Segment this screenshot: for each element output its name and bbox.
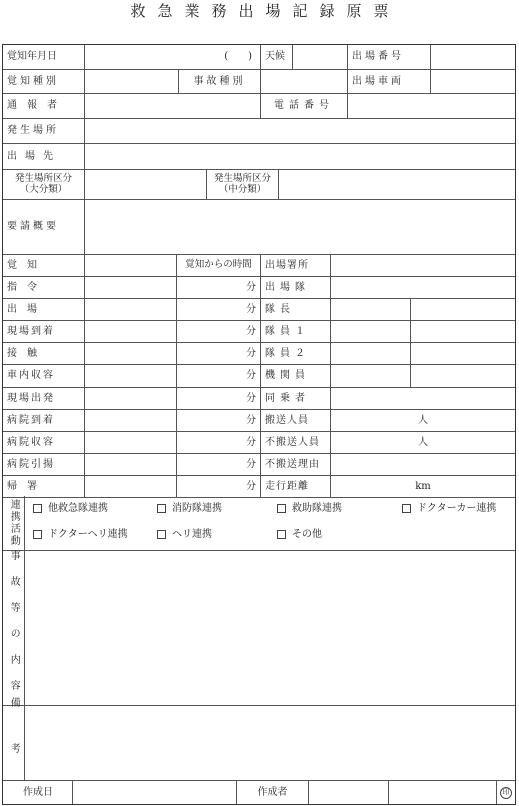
time-row-minutes[interactable]: 分 [177,432,261,454]
time-row-name-field[interactable] [331,321,411,343]
field-shutsujo-no[interactable] [431,45,515,70]
checkbox-label: ドクターカー連携 [417,503,497,514]
time-row-label: 覚知 [3,255,85,277]
label-jiko-naiyo: 事故等の内容 [3,551,25,706]
time-row-clock-field[interactable] [85,277,177,299]
checkbox-label: ヘリ連携 [172,529,212,540]
time-row-label: 車内収容 [3,365,85,388]
time-row-minutes[interactable]: 分 [177,299,261,321]
label-sakuseibi: 作成日 [3,781,73,804]
time-row-extra-field[interactable] [411,343,515,365]
label-jiko-type: 事故種別 [179,70,261,94]
time-row-minutes[interactable]: 分 [177,476,261,498]
checkbox-sonota[interactable] [277,529,322,541]
field-sakuseisha-2[interactable] [389,781,497,804]
time-row-right-label: 隊長 [261,299,331,321]
time-row-right-label: 隊員１ [261,321,331,343]
label-kakuchi-type: 覚知種別 [3,70,85,94]
checkbox-doctor-heli[interactable] [33,529,128,541]
checkbox-heli[interactable] [157,529,212,541]
checkbox-box[interactable] [157,504,166,513]
time-row-right-label: 機関員 [261,365,331,388]
time-row-label: 現場出発 [3,388,85,410]
label-denwa: 電話番号 [261,94,348,119]
time-row-clock-field[interactable] [85,476,177,498]
field-jiko-naiyo[interactable] [25,551,515,706]
time-row-label: 現場到着 [3,321,85,343]
time-row-right-field[interactable] [331,255,515,277]
label-kubun-chu: 発生場所区分 （中分類） [207,170,279,200]
time-row-minutes[interactable]: 分 [177,410,261,432]
label-shutsujo-car: 出場車両 [348,70,431,94]
field-tsuhosha[interactable] [85,94,261,119]
time-row-clock-field[interactable] [85,255,177,277]
time-row-clock-field[interactable] [85,299,177,321]
seal-cell [497,781,515,804]
field-yosei[interactable] [85,200,515,255]
time-row-right-label: 走行距離 [261,476,331,498]
unit-label: 人 [418,436,428,448]
time-row-unit-field[interactable] [331,432,515,454]
time-row-right-label: 搬送人員 [261,410,331,432]
checkbox-doctor-car[interactable] [402,503,496,515]
time-row-clock-field[interactable] [85,454,177,476]
time-row-clock-field[interactable] [85,432,177,454]
renkei-options [25,496,515,551]
time-row-name-field[interactable] [331,365,411,388]
checkbox-label: ドクターヘリ連携 [48,529,128,540]
checkbox-box[interactable] [157,530,166,539]
checkbox-kyujo[interactable] [277,503,342,515]
time-row-minutes[interactable]: 分 [177,321,261,343]
field-biko[interactable] [25,706,515,781]
time-row-right-label: 隊員２ [261,343,331,365]
time-row-minutes[interactable]: 分 [177,454,261,476]
label-renkei: 連携活動 [3,496,25,551]
field-hassei-basho[interactable] [85,119,515,144]
time-row-minutes[interactable]: 分 [177,343,261,365]
time-row-right-label: 不搬送理由 [261,454,331,476]
field-shutsujo-car[interactable] [431,70,515,94]
checkbox-label: 消防隊連携 [172,503,222,514]
record-form [2,44,516,805]
field-shutsujosaki[interactable] [85,144,515,170]
field-kubun-chu[interactable] [279,170,515,200]
checkbox-ta-kyukyu[interactable] [33,503,108,515]
seal-mark: 印 [500,787,512,799]
label-hassei-basho: 発生場所 [3,119,85,144]
field-tenko[interactable] [293,45,348,70]
label-shutsujosaki: 出場先 [3,144,85,170]
label-tenko: 天候 [261,45,293,70]
time-row-label: 病院引揚 [3,454,85,476]
form-title: 救急業務出場記録原票 [130,2,401,20]
time-row-right-field[interactable] [331,277,515,299]
time-row-minutes: 覚知からの時間 [177,255,261,277]
time-row-label: 病院到着 [3,410,85,432]
checkbox-box[interactable] [33,530,42,539]
label-tsuhosha: 通報者 [3,94,85,119]
time-row-extra-field[interactable] [411,365,515,388]
time-row-label: 病院収容 [3,432,85,454]
field-sakuseibi[interactable] [73,781,237,804]
weekday-paren: ( ) [224,51,252,63]
time-row-extra-field[interactable] [411,321,515,343]
time-row-name-field[interactable] [331,299,411,321]
field-kakuchi-date[interactable] [85,45,261,70]
time-row-clock-field[interactable] [85,321,177,343]
time-row-label: 指令 [3,277,85,299]
checkbox-label: 他救急隊連携 [48,503,108,514]
time-row-name-field[interactable] [331,343,411,365]
time-row-right-field[interactable] [331,388,515,410]
label-shutsujo-no: 出場番号 [348,45,431,70]
field-denwa[interactable] [348,94,515,119]
checkbox-label: 救助隊連携 [292,503,342,514]
time-row-clock-field[interactable] [85,410,177,432]
time-row-label: 接触 [3,343,85,365]
checkbox-box[interactable] [33,504,42,513]
label-kakuchi-date: 覚知年月日 [3,45,85,70]
label-kubun-dai: 発生場所区分 （大分類） [3,170,85,200]
time-row-label: 帰署 [3,476,85,498]
field-kakuchi-type[interactable] [85,70,179,94]
time-row-extra-field[interactable] [411,299,515,321]
label-yosei: 要請概要 [3,200,85,255]
unit-label: km [415,480,431,492]
checkbox-box[interactable] [277,530,286,539]
field-jiko-type[interactable] [261,70,348,94]
time-row-right-label: 不搬送人員 [261,432,331,454]
time-row-minutes[interactable]: 分 [177,365,261,388]
checkbox-label: その他 [292,529,322,540]
time-row-clock-field[interactable] [85,343,177,365]
time-row-unit-field[interactable] [331,476,515,498]
checkbox-box[interactable] [277,504,286,513]
time-row-minutes[interactable]: 分 [177,388,261,410]
field-sakuseisha-1[interactable] [309,781,389,804]
time-row-clock-field[interactable] [85,388,177,410]
time-row-unit-field[interactable] [331,410,515,432]
time-row-label: 出場 [3,299,85,321]
time-row-clock-field[interactable] [85,365,177,388]
time-row-minutes[interactable]: 分 [177,277,261,299]
time-row-right-field[interactable] [331,454,515,476]
time-row-right-label: 同乗者 [261,388,331,410]
checkbox-box[interactable] [402,504,411,513]
label-biko: 備考 [3,706,25,781]
label-sakuseisha: 作成者 [237,781,309,804]
unit-label: 人 [418,414,428,426]
time-row-right-label: 出場署所 [261,255,331,277]
time-row-right-label: 出場隊 [261,277,331,299]
checkbox-shobo[interactable] [157,503,222,515]
field-kubun-dai[interactable] [85,170,207,200]
